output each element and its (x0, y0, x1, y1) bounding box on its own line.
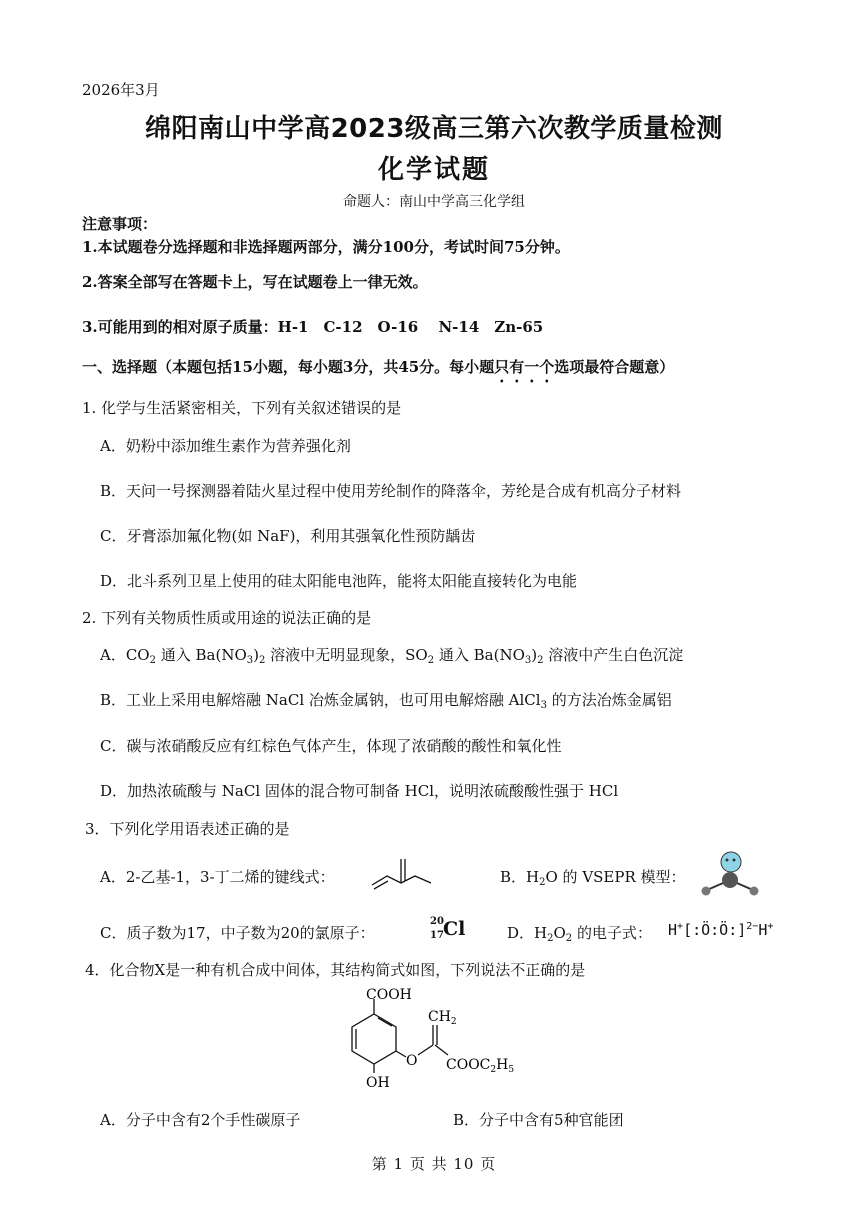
q2-option-b: B．工业上采用电解熔融 NaCl 冶炼金属钠，也可用电解熔融 AlCl$_3$ 的方法冶炼金属铝 (100, 691, 672, 711)
oxygen-atom (722, 872, 738, 888)
q4-stem: 4．化合物X是一种有机合成中间体，其结构简式如图，下列说法不正确的是 (85, 961, 586, 979)
q1-option-a: A．奶粉中添加维生素作为营养强化剂 (100, 437, 351, 455)
vsepr-model-diagram (698, 850, 768, 898)
ester-label: $COOC_2H_5$ (446, 1057, 515, 1075)
hydrogen-atom (750, 887, 759, 896)
q4-option-b: B．分子中含有5种官能团 (453, 1111, 624, 1129)
peroxide-electron-formula: H+[:Ö:Ö:]$^{2-}$H+ (668, 921, 774, 939)
carboxyl-label: COOH (366, 987, 412, 1003)
page-footer: 第 1 页 共 10 页 (371, 1155, 497, 1173)
q2-option-c: C．碳与浓硝酸反应有红棕色气体产生，体现了浓硝酸的酸性和氧化性 (100, 737, 562, 755)
note-1: 1.本试题卷分选择题和非选择题两部分，满分100分，考试时间75分钟。 (82, 238, 570, 256)
ether-oxygen-label: O (406, 1053, 418, 1069)
q1-option-b: B．天问一号探测器着陆火星过程中使用芳纶制作的降落伞，芳纶是合成有机高分子材料 (100, 482, 682, 500)
section-1-emphasis: 只有一个 (494, 358, 555, 376)
q2-option-d: D．加热浓硫酸与 NaCl 固体的混合物可制备 HCl，说明浓硫酸酸性强于 HCl (100, 782, 619, 800)
hydrogen-atom (702, 887, 711, 896)
methylene-label: $CH_2$ (428, 1009, 457, 1027)
section-1-heading (82, 356, 674, 386)
q3-option-c: C．质子数为17，中子数为20的氯原子： (100, 924, 375, 942)
q3-option-d: D．$H_2O_2$ 的电子式： (507, 924, 652, 944)
q2-option-a: A．$CO_2$ 通入 $Ba(NO_3)_2$ 溶液中无明显现象，$SO_2$ 通入 $Ba(NO_3)_2$ 溶液中产生白色沉淀 (100, 646, 684, 666)
lone-pair-lobe (721, 852, 741, 872)
q3-stem: 3．下列化学用语表述正确的是 (85, 820, 290, 838)
hydroxyl-label: OH (366, 1075, 390, 1091)
section-1-post: 选项最符合题意） (554, 358, 675, 376)
chlorine-isotope-notation: 20 17 Cl (430, 916, 466, 941)
q2-stem: 2. 下列有关物质性质或用途的说法正确的是 (82, 609, 372, 627)
q1-option-c: C．牙膏添加氟化物(如 NaF)，利用其强氧化性预防龋齿 (100, 527, 476, 545)
exam-author: 命题人：南山中学高三化学组 (343, 194, 525, 210)
note-2: 2.答案全部写在答题卡上，写在试题卷上一律无效。 (82, 273, 428, 291)
notes-heading: 注意事项： (82, 215, 158, 233)
exam-date: 2026年3月 (82, 81, 160, 99)
q1-stem: 1. 化学与生活紧密相关，下列有关叙述错误的是 (82, 399, 402, 417)
note-3: 3.可能用到的相对原子质量：H-1 C-12 O-16 N-14 Zn-65 (82, 318, 544, 336)
q4-option-a: A．分子中含有2个手性碳原子 (100, 1111, 301, 1129)
q3-option-b: B．$H_2O$ 的 VSEPR 模型： (500, 868, 686, 888)
skeletal-formula-diagram (368, 855, 443, 895)
q3-option-a: A．2-乙基-1，3-丁二烯的键线式： (100, 868, 335, 886)
exam-subtitle: 化学试题 (377, 155, 490, 185)
q1-option-d: D．北斗系列卫星上使用的硅太阳能电池阵，能将太阳能直接转化为电能 (100, 572, 578, 590)
compound-x-structure-diagram (330, 983, 540, 1093)
section-1-pre: 一、选择题（本题包括15小题，每小题3分，共45分。每小题 (82, 358, 495, 376)
exam-title: 绵阳南山中学高2023级高三第六次教学质量检测 (145, 114, 723, 144)
